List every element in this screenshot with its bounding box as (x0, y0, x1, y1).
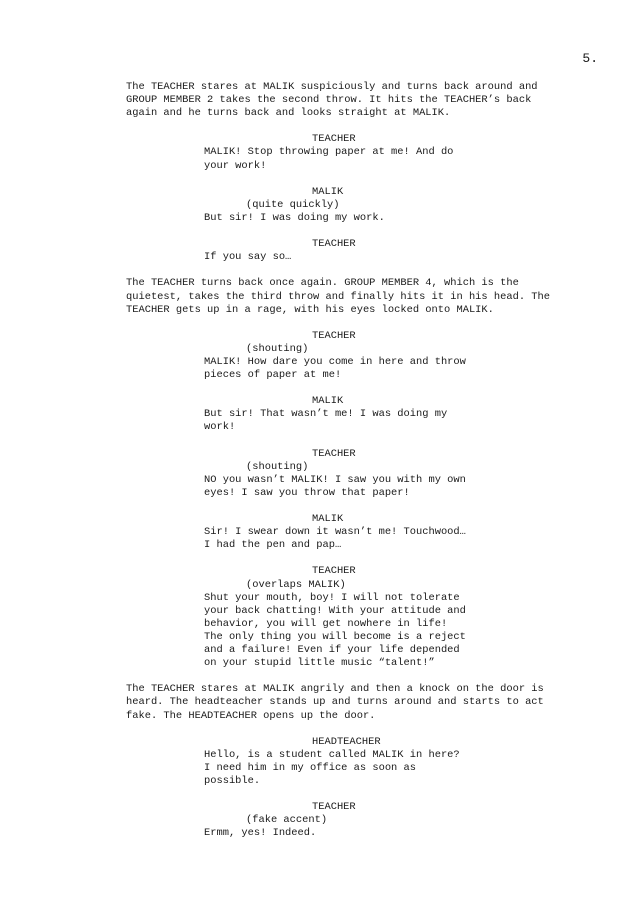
screenplay-body (126, 81, 566, 854)
parenthetical: (overlaps MALIK) (246, 578, 346, 591)
action-line: The TEACHER stares at MALIK suspiciously and turns back around and GROUP MEMBER 2 takes the second throw. It hits the TEACHER’s back again and he turns back and looks straight at MALIK. (126, 81, 538, 120)
character-name: TEACHER (312, 801, 356, 814)
character-name: TEACHER (312, 447, 356, 460)
character-name: TEACHER (312, 238, 356, 251)
character-name: HEADTEACHER (312, 735, 381, 748)
character-name: TEACHER (312, 133, 356, 146)
dialogue-line: But sir! I was doing my work. (204, 211, 385, 224)
parenthetical: (fake accent) (246, 814, 328, 827)
character-name: TEACHER (312, 329, 356, 342)
action-line: The TEACHER stares at MALIK angrily and then a knock on the door is heard. The headteacher stands up and turns around and starts to act fake. The HEADTEACHER opens up the door. (126, 683, 544, 722)
page-number: 5. (582, 51, 598, 66)
parenthetical: (shouting) (246, 460, 309, 473)
character-name: MALIK (312, 395, 344, 408)
dialogue-line: Hello, is a student called MALIK in here? I need him in my office as soon as possible. (204, 748, 460, 787)
character-name: MALIK (312, 185, 344, 198)
dialogue-line: Sir! I swear down it wasn’t me! Touchwood… I had the pen and pap… (204, 526, 466, 552)
action-line: The TEACHER turns back once again. GROUP MEMBER 4, which is the quietest, takes the third throw and finally hits it in his head. The TEACHER gets up in a rage, with his eyes locked onto MALIK. (126, 277, 551, 316)
parenthetical: (quite quickly) (246, 198, 340, 211)
dialogue-line: Shut your mouth, boy! I will not tolerate your back chatting! With your attitude and behavior, you will get nowhere in life! The only thing you will become is a reject and a failure! Even if your life depended on your stupid little music “talent!” (204, 591, 466, 670)
character-name: TEACHER (312, 565, 356, 578)
parenthetical: (shouting) (246, 342, 309, 355)
dialogue-line: If you say so… (204, 251, 292, 264)
dialogue-line: But sir! That wasn’t me! I was doing my work! (204, 408, 448, 434)
character-name: MALIK (312, 513, 344, 526)
dialogue-line: MALIK! Stop throwing paper at me! And do your work! (204, 146, 454, 172)
dialogue-line: MALIK! How dare you come in here and throw pieces of paper at me! (204, 355, 466, 382)
dialogue-line: Ermm, yes! Indeed. (204, 827, 317, 840)
dialogue-line: NO you wasn’t MALIK! I saw you with my own eyes! I saw you throw that paper! (204, 473, 466, 499)
